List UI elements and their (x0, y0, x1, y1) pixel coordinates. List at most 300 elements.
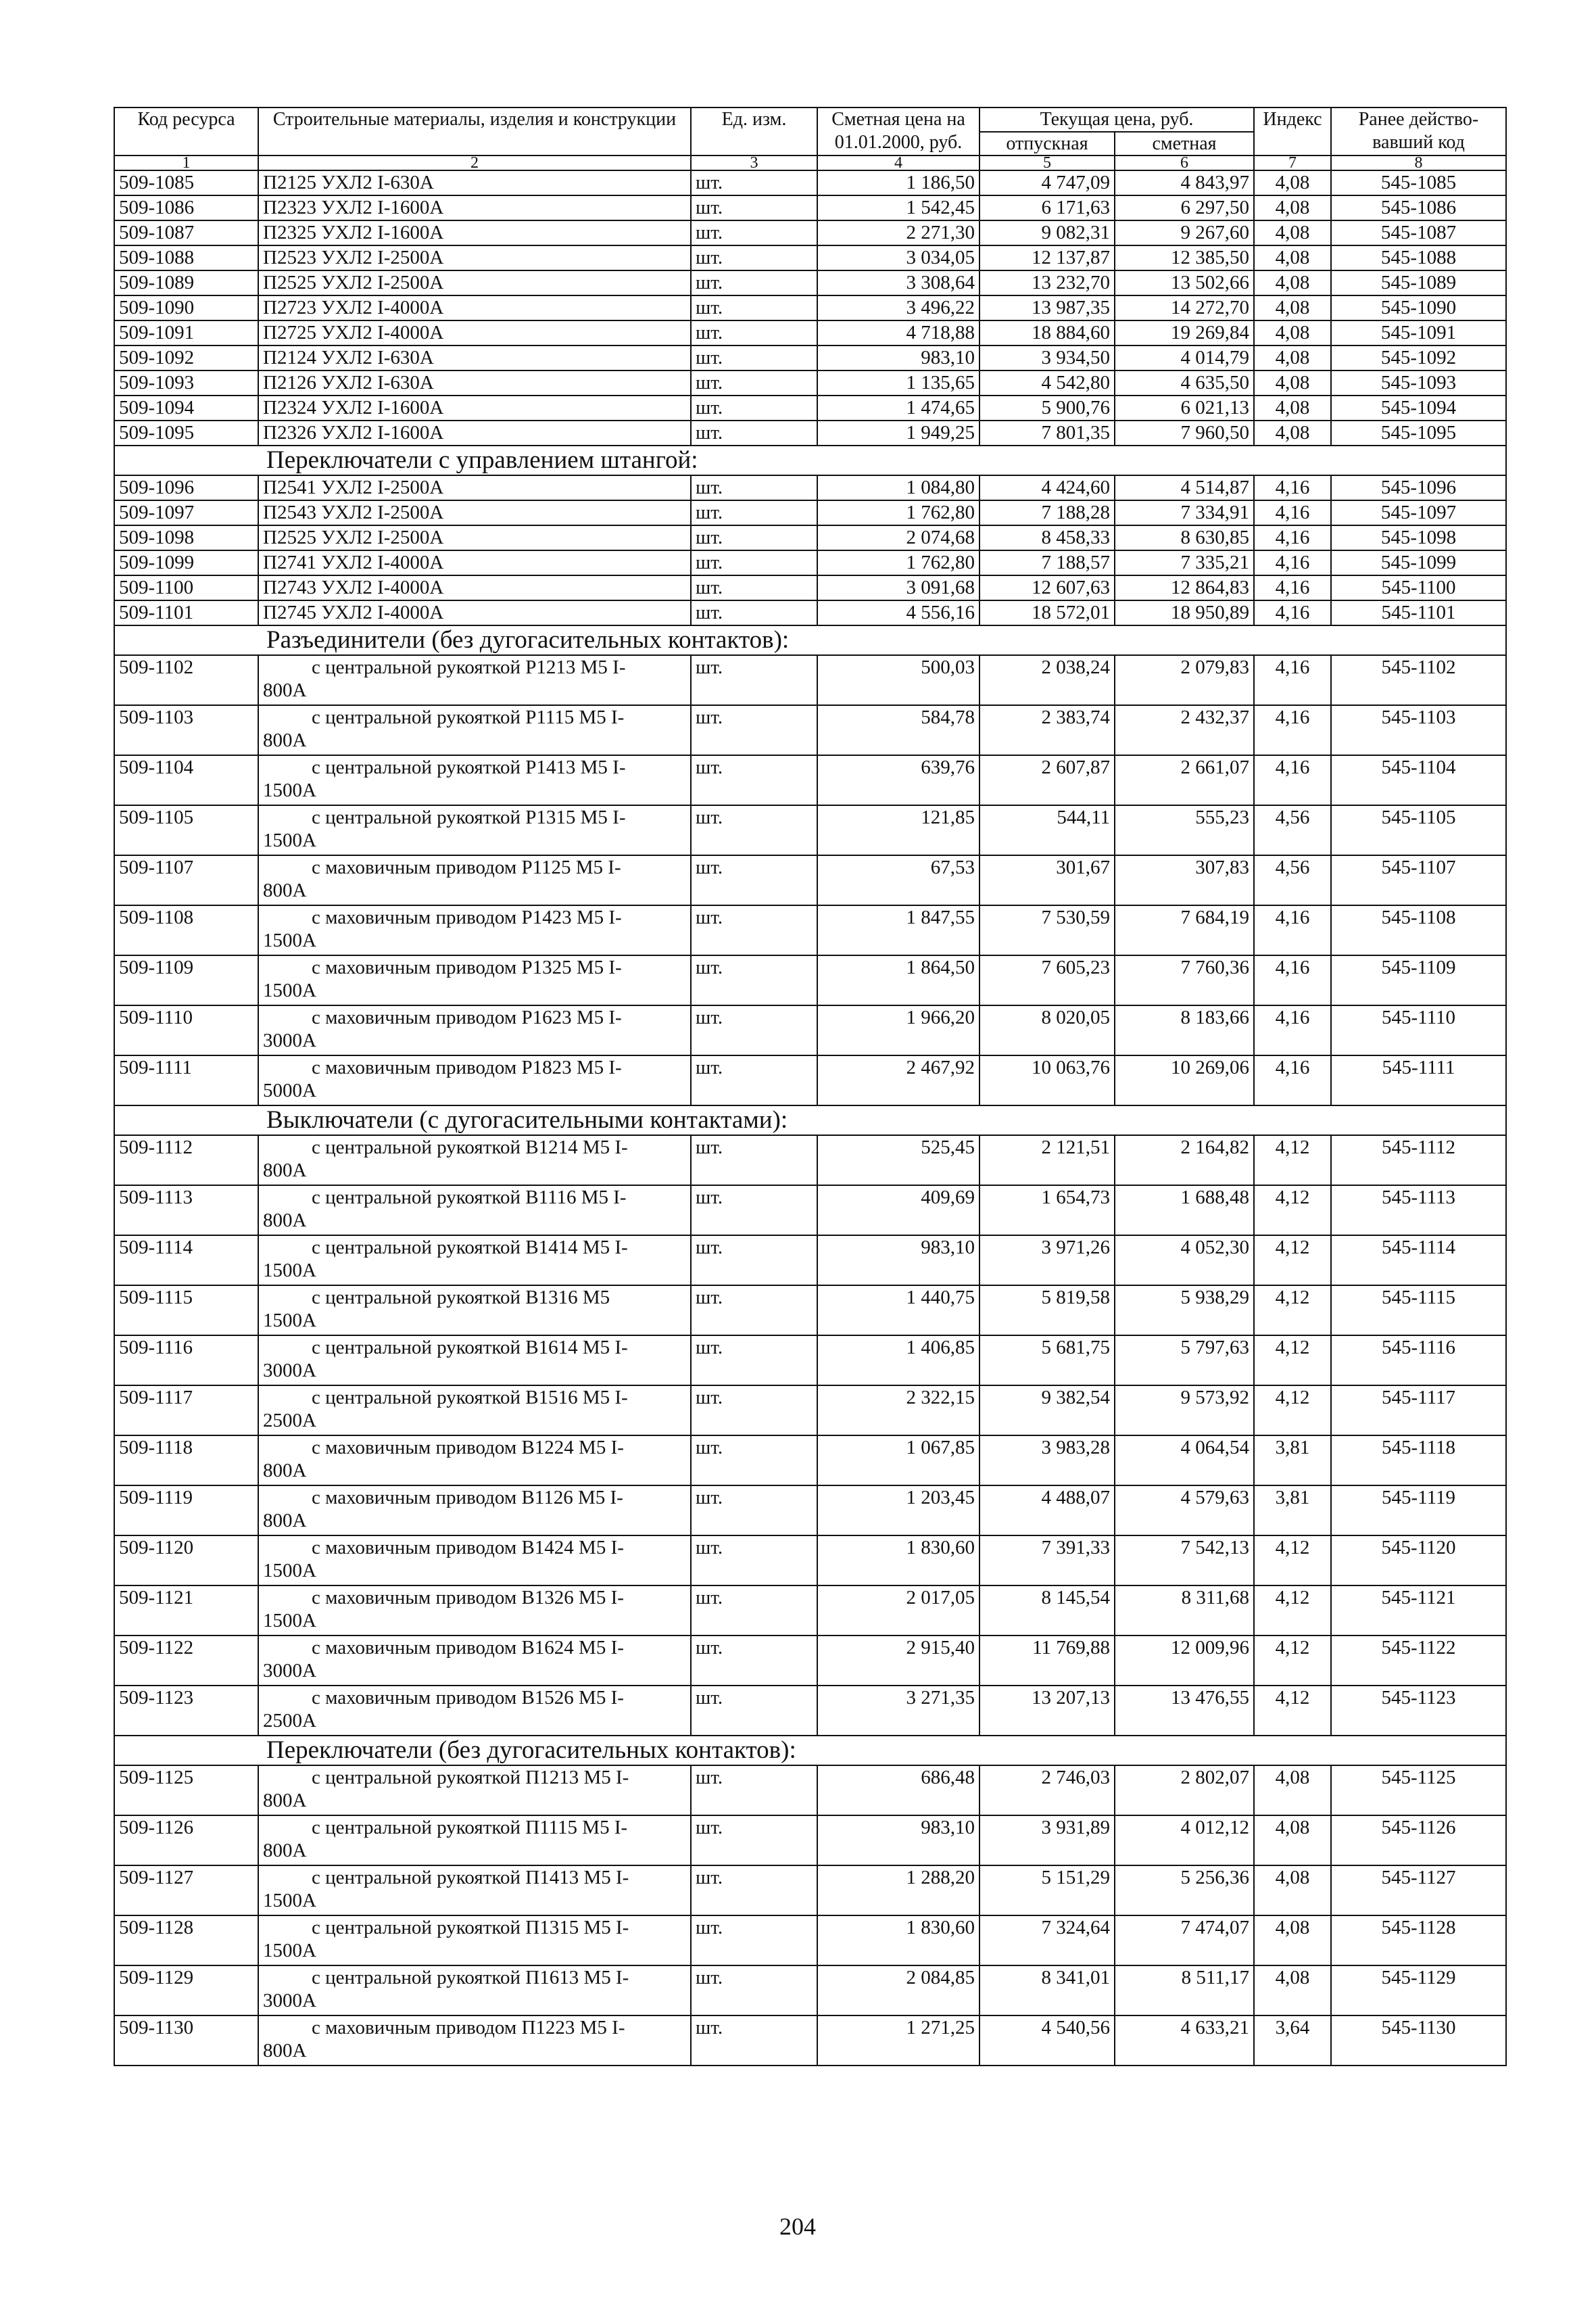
estimate-price-cell: 4 012,12 (1115, 1815, 1254, 1865)
estimate-price-cell: 7 684,19 (1115, 905, 1254, 955)
estimate-price-cell: 7 960,50 (1115, 421, 1254, 446)
wholesale-price-cell: 18 572,01 (980, 600, 1115, 625)
previous-code-cell: 545-1091 (1331, 320, 1506, 345)
item-name-line2: 800А (263, 1160, 307, 1182)
table-row (114, 655, 1506, 705)
item-name-line1: с центральной рукояткой П1315 М5 I- (312, 1917, 629, 1939)
item-name-line2: 800А (263, 1840, 307, 1862)
item-name-line1: с центральной рукояткой Р1315 М5 I- (312, 807, 626, 829)
wholesale-price-cell: 7 324,64 (980, 1915, 1115, 1965)
resource-code: 509-1107 (114, 855, 258, 905)
resource-code: 509-1092 (114, 345, 258, 371)
resource-code: 509-1118 (114, 1435, 258, 1485)
price-2000-cell: 1 542,45 (817, 195, 980, 220)
table-row (114, 1135, 1506, 1185)
previous-code-cell: 545-1088 (1331, 245, 1506, 270)
previous-code-cell: 545-1109 (1331, 955, 1506, 1005)
index-cell: 4,08 (1254, 1965, 1331, 2015)
wholesale-price-cell: 9 082,31 (980, 220, 1115, 245)
index-cell: 4,08 (1254, 1815, 1331, 1865)
estimate-price-cell: 5 256,36 (1115, 1865, 1254, 1915)
unit-cell: шт. (691, 1765, 817, 1815)
resource-code: 509-1091 (114, 320, 258, 345)
previous-code-cell: 545-1123 (1331, 1686, 1506, 1736)
index-cell: 4,12 (1254, 1235, 1331, 1285)
previous-code-cell: 545-1089 (1331, 270, 1506, 295)
estimate-price-cell: 12 385,50 (1115, 245, 1254, 270)
unit-cell: шт. (691, 1686, 817, 1736)
resource-code: 509-1094 (114, 396, 258, 421)
item-name-line2: 1500А (263, 1890, 316, 1912)
wholesale-price-cell: 3 983,28 (980, 1435, 1115, 1485)
estimate-price-cell: 307,83 (1115, 855, 1254, 905)
resource-code: 509-1114 (114, 1235, 258, 1285)
item-name-line1: с центральной рукояткой В1614 М5 I- (312, 1337, 628, 1359)
estimate-price-cell: 6 021,13 (1115, 396, 1254, 421)
table-row (114, 1965, 1506, 2015)
price-2000-cell: 67,53 (817, 855, 980, 905)
unit-cell: шт. (691, 320, 817, 345)
previous-code-cell: 545-1105 (1331, 805, 1506, 855)
wholesale-price-cell: 8 145,54 (980, 1585, 1115, 1636)
previous-code-cell: 545-1102 (1331, 655, 1506, 705)
item-name-line2: 1500А (263, 980, 316, 1002)
unit-cell: шт. (691, 525, 817, 550)
header-estimate: сметная (1115, 132, 1254, 156)
item-name-line2: 1500А (263, 1940, 316, 1962)
previous-code-cell: 545-1094 (1331, 396, 1506, 421)
table-row (114, 1335, 1506, 1385)
wholesale-price-cell: 2 121,51 (980, 1135, 1115, 1185)
unit-cell: шт. (691, 905, 817, 955)
item-name-line1: с центральной рукояткой Р1413 М5 I- (312, 757, 626, 779)
item-name-line2: 1500А (263, 830, 316, 852)
wholesale-price-cell: 4 540,56 (980, 2015, 1115, 2066)
item-name-line2: 800А (263, 730, 307, 752)
table-row (114, 220, 1506, 245)
table-row (114, 1865, 1506, 1915)
index-cell: 4,16 (1254, 905, 1331, 955)
index-cell: 4,16 (1254, 1005, 1331, 1055)
unit-cell: шт. (691, 195, 817, 220)
previous-code-cell: 545-1127 (1331, 1865, 1506, 1915)
price-2000-cell: 2 084,85 (817, 1965, 980, 2015)
table-row (114, 1815, 1506, 1865)
item-name-line2: 800А (263, 1460, 307, 1482)
previous-code-cell: 545-1119 (1331, 1485, 1506, 1535)
price-2000-cell: 4 718,88 (817, 320, 980, 345)
resource-code: 509-1099 (114, 550, 258, 575)
estimate-price-cell: 7 474,07 (1115, 1915, 1254, 1965)
previous-code-cell: 545-1130 (1331, 2015, 1506, 2066)
table-row (114, 2015, 1506, 2066)
previous-code-cell: 545-1099 (1331, 550, 1506, 575)
table-row (114, 550, 1506, 575)
table-row (114, 1485, 1506, 1535)
table-row (114, 270, 1506, 295)
item-name-line2: 3000А (263, 1660, 316, 1682)
item-name (258, 705, 691, 755)
item-name (258, 1185, 691, 1235)
wholesale-price-cell: 2 038,24 (980, 655, 1115, 705)
resource-code: 509-1096 (114, 475, 258, 500)
index-cell: 4,16 (1254, 1055, 1331, 1105)
unit-cell: шт. (691, 1636, 817, 1686)
item-name (258, 805, 691, 855)
wholesale-price-cell: 7 801,35 (980, 421, 1115, 446)
item-name-line1: с центральной рукояткой П1213 М5 I- (312, 1767, 629, 1789)
unit-cell: шт. (691, 396, 817, 421)
table-row (114, 1235, 1506, 1285)
price-2000-cell: 3 091,68 (817, 575, 980, 600)
unit-cell: шт. (691, 955, 817, 1005)
item-name (258, 1915, 691, 1965)
previous-code-cell: 545-1116 (1331, 1335, 1506, 1385)
table-row (114, 955, 1506, 1005)
price-2000-cell: 2 915,40 (817, 1636, 980, 1686)
wholesale-price-cell: 5 900,76 (980, 396, 1115, 421)
estimate-price-cell: 4 843,97 (1115, 170, 1254, 195)
resource-code: 509-1085 (114, 170, 258, 195)
item-name (258, 1135, 691, 1185)
estimate-price-cell: 4 635,50 (1115, 371, 1254, 396)
unit-cell: шт. (691, 245, 817, 270)
resource-code: 509-1101 (114, 600, 258, 625)
header-current-price: Текущая цена, руб. (980, 108, 1254, 132)
table-row (114, 1185, 1506, 1235)
table-row (114, 575, 1506, 600)
resource-code: 509-1130 (114, 2015, 258, 2066)
wholesale-price-cell: 8 341,01 (980, 1965, 1115, 2015)
table-row (114, 1585, 1506, 1636)
column-number: 1 (114, 156, 258, 170)
index-cell: 4,16 (1254, 955, 1331, 1005)
index-cell: 4,12 (1254, 1335, 1331, 1385)
previous-code-cell: 545-1128 (1331, 1915, 1506, 1965)
estimate-price-cell: 12 009,96 (1115, 1636, 1254, 1686)
estimate-price-cell: 2 164,82 (1115, 1135, 1254, 1185)
item-name (258, 1435, 691, 1485)
index-cell: 4,16 (1254, 655, 1331, 705)
wholesale-price-cell: 3 971,26 (980, 1235, 1115, 1285)
item-name-line1: с маховичным приводом В1126 М5 I- (312, 1487, 623, 1509)
item-name-line2: 800А (263, 1210, 307, 1232)
previous-code-cell: 545-1122 (1331, 1636, 1506, 1686)
resource-code: 509-1088 (114, 245, 258, 270)
price-2000-cell: 1 406,85 (817, 1335, 980, 1385)
index-cell: 4,12 (1254, 1686, 1331, 1736)
item-name-line2: 1500А (263, 1560, 316, 1582)
table-row (114, 705, 1506, 755)
previous-code-cell: 545-1118 (1331, 1435, 1506, 1485)
price-2000-cell: 1 186,50 (817, 170, 980, 195)
estimate-price-cell: 6 297,50 (1115, 195, 1254, 220)
unit-cell: шт. (691, 1235, 817, 1285)
previous-code-cell: 545-1092 (1331, 345, 1506, 371)
unit-cell: шт. (691, 1915, 817, 1965)
table-row (114, 320, 1506, 345)
estimate-price-cell: 19 269,84 (1115, 320, 1254, 345)
wholesale-price-cell: 9 382,54 (980, 1385, 1115, 1435)
resource-code: 509-1128 (114, 1915, 258, 1965)
unit-cell: шт. (691, 755, 817, 805)
estimate-price-cell: 10 269,06 (1115, 1055, 1254, 1105)
wholesale-price-cell: 18 884,60 (980, 320, 1115, 345)
wholesale-price-cell: 3 931,89 (980, 1815, 1115, 1865)
resource-code: 509-1105 (114, 805, 258, 855)
item-name-line1: с центральной рукояткой В1214 М5 I- (312, 1137, 628, 1159)
wholesale-price-cell: 13 232,70 (980, 270, 1115, 295)
estimate-price-cell: 8 183,66 (1115, 1005, 1254, 1055)
price-2000-cell: 1 135,65 (817, 371, 980, 396)
previous-code-cell: 545-1125 (1331, 1765, 1506, 1815)
item-name (258, 1686, 691, 1736)
resource-code: 509-1103 (114, 705, 258, 755)
wholesale-price-cell: 13 987,35 (980, 295, 1115, 320)
price-2000-cell: 3 271,35 (817, 1686, 980, 1736)
wholesale-price-cell: 12 137,87 (980, 245, 1115, 270)
resource-code: 509-1093 (114, 371, 258, 396)
item-name: П2325 УХЛ2 I-1600А (258, 220, 691, 245)
unit-cell: шт. (691, 421, 817, 446)
price-2000-cell: 1 271,25 (817, 2015, 980, 2066)
wholesale-price-cell: 3 934,50 (980, 345, 1115, 371)
header-index: Индекс (1254, 108, 1331, 156)
estimate-price-cell: 4 014,79 (1115, 345, 1254, 371)
unit-cell: шт. (691, 1005, 817, 1055)
price-2000-cell: 4 556,16 (817, 600, 980, 625)
item-name-line1: с центральной рукояткой Р1115 М5 I- (312, 707, 625, 729)
table-row (114, 855, 1506, 905)
resource-code: 509-1108 (114, 905, 258, 955)
unit-cell: шт. (691, 1965, 817, 2015)
item-name-line1: с центральной рукояткой П1413 М5 I- (312, 1867, 629, 1889)
estimate-price-cell: 18 950,89 (1115, 600, 1254, 625)
unit-cell: шт. (691, 170, 817, 195)
wholesale-price-cell: 12 607,63 (980, 575, 1115, 600)
estimate-price-cell: 4 633,21 (1115, 2015, 1254, 2066)
unit-cell: шт. (691, 345, 817, 371)
wholesale-price-cell: 5 151,29 (980, 1865, 1115, 1915)
resource-code: 509-1110 (114, 1005, 258, 1055)
price-2000-cell: 1 830,60 (817, 1535, 980, 1585)
wholesale-price-cell: 2 383,74 (980, 705, 1115, 755)
index-cell: 4,08 (1254, 195, 1331, 220)
unit-cell: шт. (691, 1135, 817, 1185)
price-2000-cell: 1 288,20 (817, 1865, 980, 1915)
index-cell: 3,64 (1254, 2015, 1331, 2066)
wholesale-price-cell: 13 207,13 (980, 1686, 1115, 1736)
item-name-line2: 1500А (263, 1260, 316, 1282)
index-cell: 4,16 (1254, 755, 1331, 805)
estimate-price-cell: 7 760,36 (1115, 955, 1254, 1005)
previous-code-cell: 545-1097 (1331, 500, 1506, 525)
price-2000-cell: 983,10 (817, 1235, 980, 1285)
price-2000-cell: 639,76 (817, 755, 980, 805)
unit-cell: шт. (691, 575, 817, 600)
resource-code: 509-1115 (114, 1285, 258, 1335)
table-row (114, 1915, 1506, 1965)
wholesale-price-cell: 7 188,57 (980, 550, 1115, 575)
section-heading: Выключатели (с дугогасительными контактами): (114, 1105, 1506, 1135)
item-name-line2: 1500А (263, 930, 316, 952)
estimate-price-cell: 4 064,54 (1115, 1435, 1254, 1485)
previous-code-cell: 545-1107 (1331, 855, 1506, 905)
price-2000-cell: 2 017,05 (817, 1585, 980, 1636)
previous-code-cell: 545-1120 (1331, 1535, 1506, 1585)
resource-code: 509-1116 (114, 1335, 258, 1385)
unit-cell: шт. (691, 1385, 817, 1435)
item-name (258, 2015, 691, 2066)
item-name-line2: 1500А (263, 780, 316, 802)
item-name-line1: с маховичным приводом В1326 М5 I- (312, 1587, 624, 1609)
resource-code: 509-1100 (114, 575, 258, 600)
item-name: П2723 УХЛ2 I-4000А (258, 295, 691, 320)
table-row (114, 245, 1506, 270)
section-heading: Переключатели с управлением штангой: (114, 446, 1506, 475)
estimate-price-cell: 13 476,55 (1115, 1686, 1254, 1736)
unit-cell: шт. (691, 295, 817, 320)
item-name: П2525 УХЛ2 I-2500А (258, 270, 691, 295)
price-2000-cell: 409,69 (817, 1185, 980, 1235)
table-row (114, 345, 1506, 371)
estimate-price-cell: 9 573,92 (1115, 1385, 1254, 1435)
table-row (114, 1385, 1506, 1435)
unit-cell: шт. (691, 805, 817, 855)
resource-code: 509-1126 (114, 1815, 258, 1865)
item-name: П2525 УХЛ2 I-2500А (258, 525, 691, 550)
previous-code-cell: 545-1114 (1331, 1235, 1506, 1285)
item-name (258, 755, 691, 805)
estimate-price-cell: 2 432,37 (1115, 705, 1254, 755)
resource-code: 509-1086 (114, 195, 258, 220)
estimate-price-cell: 7 542,13 (1115, 1535, 1254, 1585)
item-name-line1: с маховичным приводом В1624 М5 I- (312, 1637, 624, 1659)
unit-cell: шт. (691, 500, 817, 525)
index-cell: 3,81 (1254, 1435, 1331, 1485)
item-name: П2725 УХЛ2 I-4000А (258, 320, 691, 345)
wholesale-price-cell: 5 681,75 (980, 1335, 1115, 1385)
item-name-line1: с центральной рукояткой П1115 М5 I- (312, 1817, 628, 1839)
item-name-line1: с маховичным приводом Р1125 М5 I- (312, 857, 621, 879)
estimate-price-cell: 4 579,63 (1115, 1485, 1254, 1535)
estimate-price-cell: 9 267,60 (1115, 220, 1254, 245)
index-cell: 4,08 (1254, 295, 1331, 320)
unit-cell: шт. (691, 705, 817, 755)
price-2000-cell: 983,10 (817, 345, 980, 371)
price-2000-cell: 1 864,50 (817, 955, 980, 1005)
item-name-line2: 2500А (263, 1410, 316, 1432)
resource-code: 509-1120 (114, 1535, 258, 1585)
item-name-line2: 5000А (263, 1080, 316, 1102)
estimate-price-cell: 5 938,29 (1115, 1285, 1254, 1335)
wholesale-price-cell: 4 488,07 (980, 1485, 1115, 1535)
item-name (258, 1636, 691, 1686)
item-name-line1: с центральной рукояткой Р1213 М5 I- (312, 657, 626, 679)
item-name-line2: 1500А (263, 1310, 316, 1332)
wholesale-price-cell: 6 171,63 (980, 195, 1115, 220)
resource-code: 509-1111 (114, 1055, 258, 1105)
wholesale-price-cell: 301,67 (980, 855, 1115, 905)
item-name (258, 1385, 691, 1435)
table-row (114, 475, 1506, 500)
item-name (258, 1535, 691, 1585)
estimate-price-cell: 2 802,07 (1115, 1765, 1254, 1815)
index-cell: 4,08 (1254, 245, 1331, 270)
previous-code-cell: 545-1115 (1331, 1285, 1506, 1335)
previous-code-cell: 545-1111 (1331, 1055, 1506, 1105)
index-cell: 4,12 (1254, 1185, 1331, 1235)
wholesale-price-cell: 544,11 (980, 805, 1115, 855)
estimate-price-cell: 5 797,63 (1115, 1335, 1254, 1385)
resource-code: 509-1127 (114, 1865, 258, 1915)
index-cell: 4,16 (1254, 600, 1331, 625)
index-cell: 4,16 (1254, 705, 1331, 755)
table-row (114, 195, 1506, 220)
item-name (258, 1005, 691, 1055)
estimate-price-cell: 2 661,07 (1115, 755, 1254, 805)
table-row (114, 1435, 1506, 1485)
item-name (258, 855, 691, 905)
unit-cell: шт. (691, 2015, 817, 2066)
item-name-line1: с маховичным приводом Р1823 М5 I- (312, 1057, 622, 1079)
unit-cell: шт. (691, 655, 817, 705)
resource-code: 509-1122 (114, 1636, 258, 1686)
column-number: 6 (1115, 156, 1254, 170)
index-cell: 4,16 (1254, 475, 1331, 500)
header-unit: Ед. изм. (691, 108, 817, 156)
column-number: 7 (1254, 156, 1331, 170)
item-name: П2745 УХЛ2 I-4000А (258, 600, 691, 625)
item-name (258, 1585, 691, 1636)
previous-code-cell: 545-1100 (1331, 575, 1506, 600)
header-materials: Строительные материалы, изделия и конструкции (258, 108, 691, 156)
item-name (258, 955, 691, 1005)
previous-code-cell: 545-1085 (1331, 170, 1506, 195)
estimate-price-cell: 2 079,83 (1115, 655, 1254, 705)
previous-code-cell: 545-1117 (1331, 1385, 1506, 1435)
index-cell: 4,16 (1254, 575, 1331, 600)
price-2000-cell: 1 847,55 (817, 905, 980, 955)
table-row (114, 1765, 1506, 1815)
wholesale-price-cell: 4 747,09 (980, 170, 1115, 195)
resource-code: 509-1117 (114, 1385, 258, 1435)
price-2000-cell: 1 474,65 (817, 396, 980, 421)
table-row (114, 1636, 1506, 1686)
table-row (114, 170, 1506, 195)
price-2000-cell: 2 322,15 (817, 1385, 980, 1435)
index-cell: 4,08 (1254, 1865, 1331, 1915)
unit-cell: шт. (691, 1865, 817, 1915)
index-cell: 4,12 (1254, 1535, 1331, 1585)
item-name: П2523 УХЛ2 I-2500А (258, 245, 691, 270)
unit-cell: шт. (691, 1185, 817, 1235)
estimate-price-cell: 555,23 (1115, 805, 1254, 855)
index-cell: 4,08 (1254, 270, 1331, 295)
resource-code: 509-1090 (114, 295, 258, 320)
item-name: П2126 УХЛ2 I-630А (258, 371, 691, 396)
price-2000-cell: 1 830,60 (817, 1915, 980, 1965)
unit-cell: шт. (691, 1585, 817, 1636)
index-cell: 4,16 (1254, 550, 1331, 575)
wholesale-price-cell: 1 654,73 (980, 1185, 1115, 1235)
price-2000-cell: 983,10 (817, 1815, 980, 1865)
table-header (114, 108, 1506, 170)
price-2000-cell: 2 467,92 (817, 1055, 980, 1105)
wholesale-price-cell: 4 424,60 (980, 475, 1115, 500)
item-name-line2: 800А (263, 880, 307, 902)
item-name-line1: с маховичным приводом В1424 М5 I- (312, 1537, 624, 1559)
